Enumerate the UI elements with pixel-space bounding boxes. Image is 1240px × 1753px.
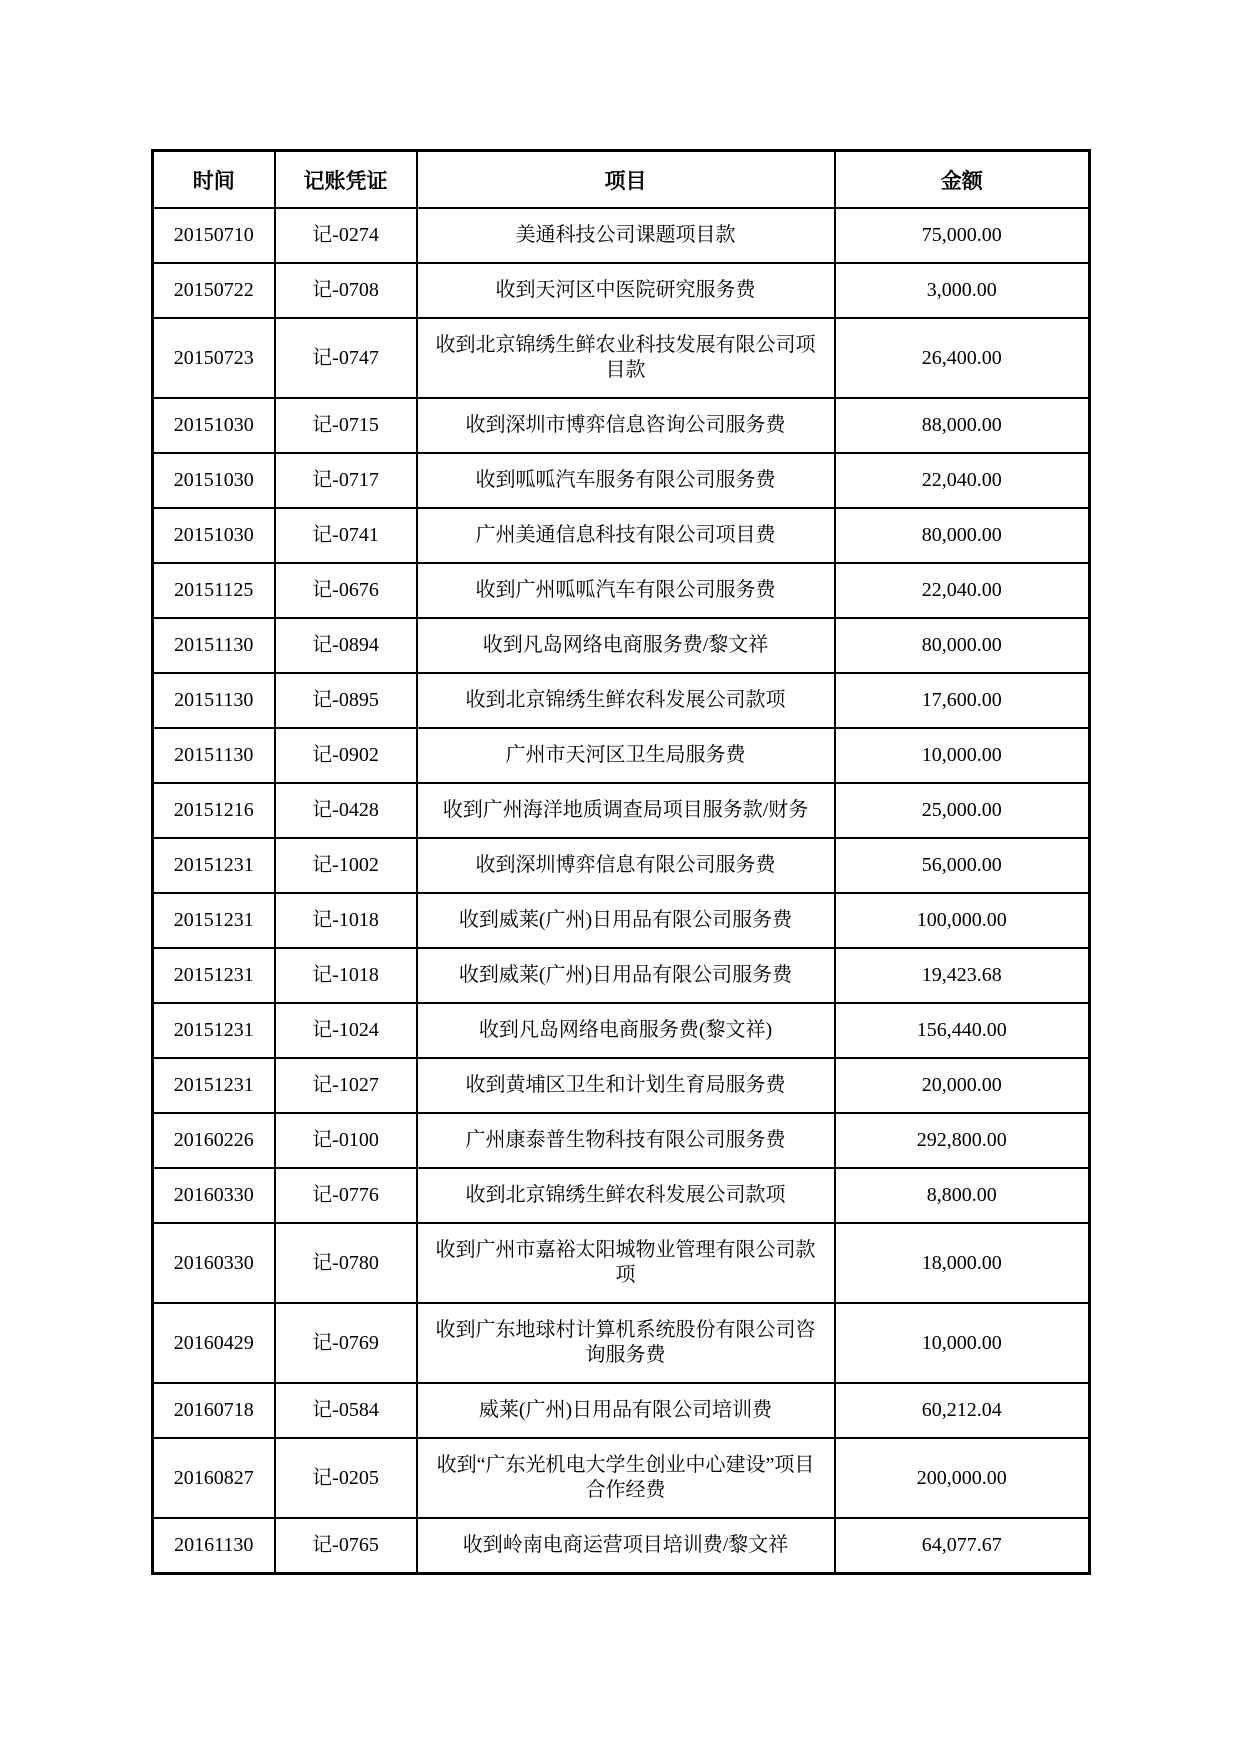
- cell-amount: 10,000.00: [835, 1303, 1090, 1383]
- cell-voucher: 记-0676: [275, 563, 417, 618]
- cell-date: 20160330: [153, 1168, 275, 1223]
- cell-date: 20151030: [153, 453, 275, 508]
- cell-voucher: 记-0769: [275, 1303, 417, 1383]
- cell-amount: 292,800.00: [835, 1113, 1090, 1168]
- cell-item: 收到呱呱汽车服务有限公司服务费: [417, 453, 835, 508]
- cell-voucher: 记-0717: [275, 453, 417, 508]
- cell-amount: 80,000.00: [835, 618, 1090, 673]
- cell-item: 收到威莱(广州)日用品有限公司服务费: [417, 948, 835, 1003]
- cell-date: 20151231: [153, 1003, 275, 1058]
- cell-voucher: 记-1018: [275, 948, 417, 1003]
- cell-amount: 20,000.00: [835, 1058, 1090, 1113]
- cell-item: 收到岭南电商运营项目培训费/黎文祥: [417, 1518, 835, 1574]
- cell-amount: 60,212.04: [835, 1383, 1090, 1438]
- table-row: [153, 1383, 1090, 1438]
- table-row: [153, 1303, 1090, 1383]
- header-amount: 金额: [835, 151, 1090, 209]
- cell-voucher: 记-0715: [275, 398, 417, 453]
- cell-voucher: 记-0274: [275, 208, 417, 263]
- cell-voucher: 记-0780: [275, 1223, 417, 1303]
- cell-amount: 156,440.00: [835, 1003, 1090, 1058]
- cell-date: 20160827: [153, 1438, 275, 1518]
- cell-voucher: 记-0747: [275, 318, 417, 398]
- cell-voucher: 记-0708: [275, 263, 417, 318]
- cell-item: 广州美通信息科技有限公司项目费: [417, 508, 835, 563]
- cell-item: 收到“广东光机电大学生创业中心建设”项目合作经费: [417, 1438, 835, 1518]
- cell-item: 广州康泰普生物科技有限公司服务费: [417, 1113, 835, 1168]
- table-row: [153, 208, 1090, 263]
- cell-voucher: 记-0902: [275, 728, 417, 783]
- table-row: [153, 398, 1090, 453]
- cell-date: 20151231: [153, 948, 275, 1003]
- cell-date: 20151030: [153, 508, 275, 563]
- header-date: 时间: [153, 151, 275, 209]
- cell-amount: 18,000.00: [835, 1223, 1090, 1303]
- table-row: [153, 318, 1090, 398]
- cell-amount: 26,400.00: [835, 318, 1090, 398]
- cell-item: 收到广州市嘉裕太阳城物业管理有限公司款项: [417, 1223, 835, 1303]
- table-row: [153, 1003, 1090, 1058]
- cell-amount: 22,040.00: [835, 453, 1090, 508]
- table-row: [153, 1058, 1090, 1113]
- cell-item: 收到广东地球村计算机系统股份有限公司咨询服务费: [417, 1303, 835, 1383]
- cell-amount: 80,000.00: [835, 508, 1090, 563]
- cell-amount: 10,000.00: [835, 728, 1090, 783]
- table-body: [153, 208, 1090, 1574]
- cell-date: 20151216: [153, 783, 275, 838]
- cell-date: 20151130: [153, 618, 275, 673]
- cell-voucher: 记-1002: [275, 838, 417, 893]
- table-row: [153, 1438, 1090, 1518]
- cell-amount: 56,000.00: [835, 838, 1090, 893]
- cell-amount: 17,600.00: [835, 673, 1090, 728]
- cell-amount: 8,800.00: [835, 1168, 1090, 1223]
- cell-date: 20151231: [153, 1058, 275, 1113]
- table-row: [153, 1168, 1090, 1223]
- table-row: [153, 728, 1090, 783]
- cell-voucher: 记-0895: [275, 673, 417, 728]
- cell-voucher: 记-0894: [275, 618, 417, 673]
- table-row: [153, 563, 1090, 618]
- cell-voucher: 记-0741: [275, 508, 417, 563]
- table-row: [153, 263, 1090, 318]
- header-row: [153, 151, 1090, 209]
- cell-date: 20160226: [153, 1113, 275, 1168]
- cell-item: 收到深圳博弈信息有限公司服务费: [417, 838, 835, 893]
- cell-voucher: 记-1024: [275, 1003, 417, 1058]
- cell-voucher: 记-0776: [275, 1168, 417, 1223]
- cell-voucher: 记-1027: [275, 1058, 417, 1113]
- cell-item: 美通科技公司课题项目款: [417, 208, 835, 263]
- table-row: [153, 1223, 1090, 1303]
- cell-amount: 75,000.00: [835, 208, 1090, 263]
- cell-amount: 25,000.00: [835, 783, 1090, 838]
- cell-amount: 200,000.00: [835, 1438, 1090, 1518]
- cell-date: 20151030: [153, 398, 275, 453]
- cell-amount: 88,000.00: [835, 398, 1090, 453]
- cell-item: 收到天河区中医院研究服务费: [417, 263, 835, 318]
- cell-amount: 22,040.00: [835, 563, 1090, 618]
- cell-item: 威莱(广州)日用品有限公司培训费: [417, 1383, 835, 1438]
- cell-item: 收到广州海洋地质调查局项目服务款/财务: [417, 783, 835, 838]
- table-row: [153, 948, 1090, 1003]
- cell-date: 20150723: [153, 318, 275, 398]
- cell-date: 20150722: [153, 263, 275, 318]
- cell-item: 收到凡岛网络电商服务费/黎文祥: [417, 618, 835, 673]
- header-item: 项目: [417, 151, 835, 209]
- ledger-table-header: [153, 151, 1090, 209]
- cell-date: 20151125: [153, 563, 275, 618]
- cell-item: 广州市天河区卫生局服务费: [417, 728, 835, 783]
- cell-item: 收到深圳市博弈信息咨询公司服务费: [417, 398, 835, 453]
- cell-date: 20151130: [153, 728, 275, 783]
- table-row: [153, 673, 1090, 728]
- cell-date: 20151130: [153, 673, 275, 728]
- cell-voucher: 记-0100: [275, 1113, 417, 1168]
- cell-item: 收到黄埔区卫生和计划生育局服务费: [417, 1058, 835, 1113]
- cell-date: 20150710: [153, 208, 275, 263]
- cell-date: 20160330: [153, 1223, 275, 1303]
- table-row: [153, 783, 1090, 838]
- cell-item: 收到威莱(广州)日用品有限公司服务费: [417, 893, 835, 948]
- cell-amount: 19,423.68: [835, 948, 1090, 1003]
- cell-amount: 3,000.00: [835, 263, 1090, 318]
- cell-item: 收到凡岛网络电商服务费(黎文祥): [417, 1003, 835, 1058]
- header-voucher: 记账凭证: [275, 151, 417, 209]
- table-row: [153, 508, 1090, 563]
- table-row: [153, 838, 1090, 893]
- cell-voucher: 记-0428: [275, 783, 417, 838]
- table-row: [153, 618, 1090, 673]
- cell-item: 收到北京锦绣生鲜农科发展公司款项: [417, 673, 835, 728]
- cell-date: 20161130: [153, 1518, 275, 1574]
- table-row: [153, 453, 1090, 508]
- table-row: [153, 893, 1090, 948]
- cell-item: 收到广州呱呱汽车有限公司服务费: [417, 563, 835, 618]
- cell-voucher: 记-0205: [275, 1438, 417, 1518]
- cell-voucher: 记-0765: [275, 1518, 417, 1574]
- table-row: [153, 1113, 1090, 1168]
- cell-amount: 100,000.00: [835, 893, 1090, 948]
- table-row: [153, 1518, 1090, 1574]
- cell-date: 20151231: [153, 893, 275, 948]
- cell-date: 20160429: [153, 1303, 275, 1383]
- cell-date: 20160718: [153, 1383, 275, 1438]
- cell-date: 20151231: [153, 838, 275, 893]
- cell-item: 收到北京锦绣生鲜农业科技发展有限公司项目款: [417, 318, 835, 398]
- cell-item: 收到北京锦绣生鲜农科发展公司款项: [417, 1168, 835, 1223]
- cell-voucher: 记-1018: [275, 893, 417, 948]
- cell-amount: 64,077.67: [835, 1518, 1090, 1574]
- ledger-table: [151, 149, 1091, 1575]
- cell-voucher: 记-0584: [275, 1383, 417, 1438]
